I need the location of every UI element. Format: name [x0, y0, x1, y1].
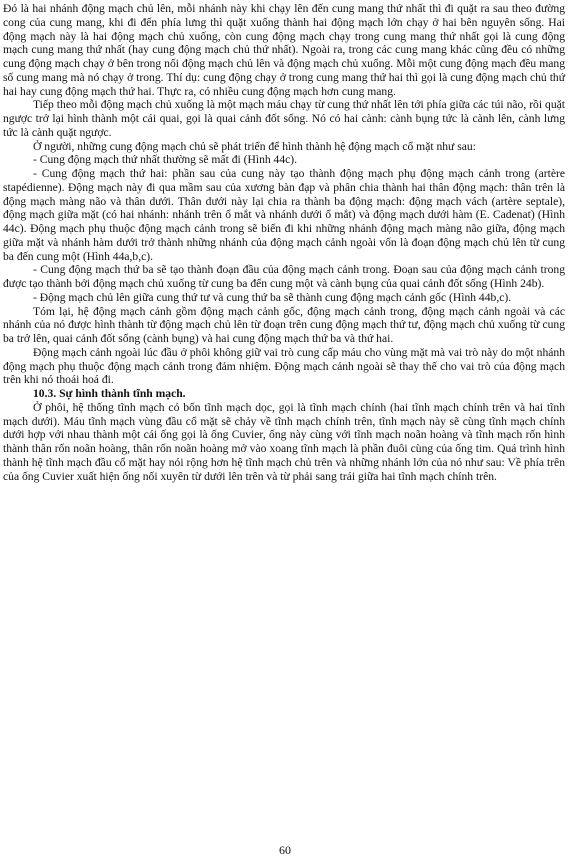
paragraph-3: Ở người, những cung động mạch chủ sẽ phát triển để hình thành hệ động mạch cổ mặt như sau:: [33, 139, 476, 153]
paragraph-7: - Động mạch chủ lên giữa cung thứ tư và cung thứ ba sẽ thành cung động mạch cảnh gốc (Hình 44b,c).: [33, 290, 512, 304]
paragraph-8: Tóm lại, hệ động mạch cảnh gồm động mạch cảnh gốc, động mạch cảnh trong, động mạch cảnh ngoài và các nhánh của nó được hình thành từ động mạch chủ lên từ đoạn trên cung động mạch thứ tư, động mạch chủ xuống từ cung ba trở lên, quai cảnh đốt sống (cành bụng) và hai cung động mạch thứ ba và thứ hai.: [3, 304, 565, 345]
paragraph-10: Ở phôi, hệ thống tĩnh mạch có bốn tĩnh mạch dọc, gọi là tĩnh mạch chính (hai tĩnh mạch chính trên và hai tĩnh mạch dưới). Máu tĩnh mạch vùng đầu cổ mặt sẽ chảy về tĩnh mạch chính trên, tĩnh mạch này sẽ cùng tĩnh mạch chính dưới hợp với nhau thành một cái ống gọi là ống Cuvier, ống này cùng với tĩnh mạch noãn hoàng và tĩnh mạch rốn hình thành thân rốn noãn hoàng, thân rốn noãn hoàng mở vào xoang tĩnh mạch là phần đuôi cùng của ống tim. Quá trình hình thành hệ tĩnh mạch đầu cổ mặt hay nói rộng hơn hệ tĩnh mạch chủ trên và những nhánh lớn của nó như sau: Về phía trên của ống Cuvier xuất hiện ống nối xuyên từ dưới lên trên và từ phải sang trái giữa hai tĩnh mạch chính trên.: [3, 400, 565, 483]
page-number: 60: [279, 843, 291, 857]
paragraph-5: - Cung động mạch thứ hai: phần sau của cung này tạo thành động mạch phụ động mạch cảnh trong (artère stapédienne). Động mạch này đi qua mầm sau của xương bàn đạp và phân chia thành hai thân động mạch: thân trên là động mạch màng não và thân dưới. Thân dưới này lại chia ra thành ba động mạch: động mạch vách (artère septale), động mạch giữa mặt (có hai nhánh: nhánh trên ổ mắt và nhánh dưới ổ mắt) và động mạch dưới hàm (E. Cadenat) (Hình 44c). Động mạch phụ thuộc động mạch cảnh trong sẽ biến đi khi những nhánh động mạch màng não giữa, động mạch giữa mặt và nhánh hàm dưới trở thành những nhánh của động mạch cảnh ngoài vốn là đoạn động mạch chủ lên từ cung ba đến cung một (Hình 44a,b,c).: [3, 167, 565, 263]
document-page: [3, 2, 565, 483]
paragraph-6: - Cung động mạch thứ ba sẽ tạo thành đoạn đầu của động mạch cảnh trong. Đoạn sau của động mạch cảnh trong được tạo thành bởi động mạch chủ xuống từ cung ba đến cung một và cành bụng của quai cảnh đốt sống (Hình 24b).: [3, 263, 565, 290]
paragraph-9: Động mạch cảnh ngoài lúc đầu ở phôi không giữ vai trò cung cấp máu cho vùng mặt mà vai trò này do một nhánh động mạch phụ thuộc động mạch cảnh trong đảm nhiệm. Động mạch cảnh ngoài sẽ thay thế cho vai trò của động mạch trên khi nó thoái hoá đi.: [3, 345, 565, 387]
paragraph-4: - Cung động mạch thứ nhất thường sẽ mất đi (Hình 44c).: [33, 153, 298, 167]
paragraph-2: Tiếp theo mỗi động mạch chủ xuống là một mạch máu chạy từ cung thứ nhất lên tới phía giữa các túi não, rồi quặt ngược trở lại hình thành một cái quai, gọi là quai cảnh đốt sống. Nó có hai cành: cành bụng tức là cành lên, cành lưng tức là cành quặt ngược.: [3, 98, 565, 139]
section-heading: 10.3. Sự hình thành tĩnh mạch.: [33, 387, 186, 400]
paragraph-1: Đó là hai nhánh động mạch chủ lên, mỗi nhánh này khi chạy lên đến cung mang thứ nhất thì đi quặt ra sau theo đường cong của cung mang, khi đi đến phía lưng thì quặt xuống thành hai động mạch lớn chạy ở hai bên nguyên sống. Hai động mạch này là hai động mạch chủ xuống, còn cung động mạch chạy trong cung mang thứ nhất gọi là cung động mạch cung mang thứ nhất (hay cung động mạch chủ thứ nhất). Ngoài ra, trong các cung mang khác cũng đều có những cung động mạch chạy ở bên trong nối động mạch chủ lên và động mạch chủ xuống. Mỗi một cung động mạch đều mang số cung mang mà nó chạy ở trong. Thí dụ: cung động chạy ở trong cung mang thứ hai thì gọi là cung động mạch chủ thứ hai hay cung động mạch thứ hai. Thực ra, có nhiều cung động mạch hơn cung mang.: [3, 2, 565, 98]
